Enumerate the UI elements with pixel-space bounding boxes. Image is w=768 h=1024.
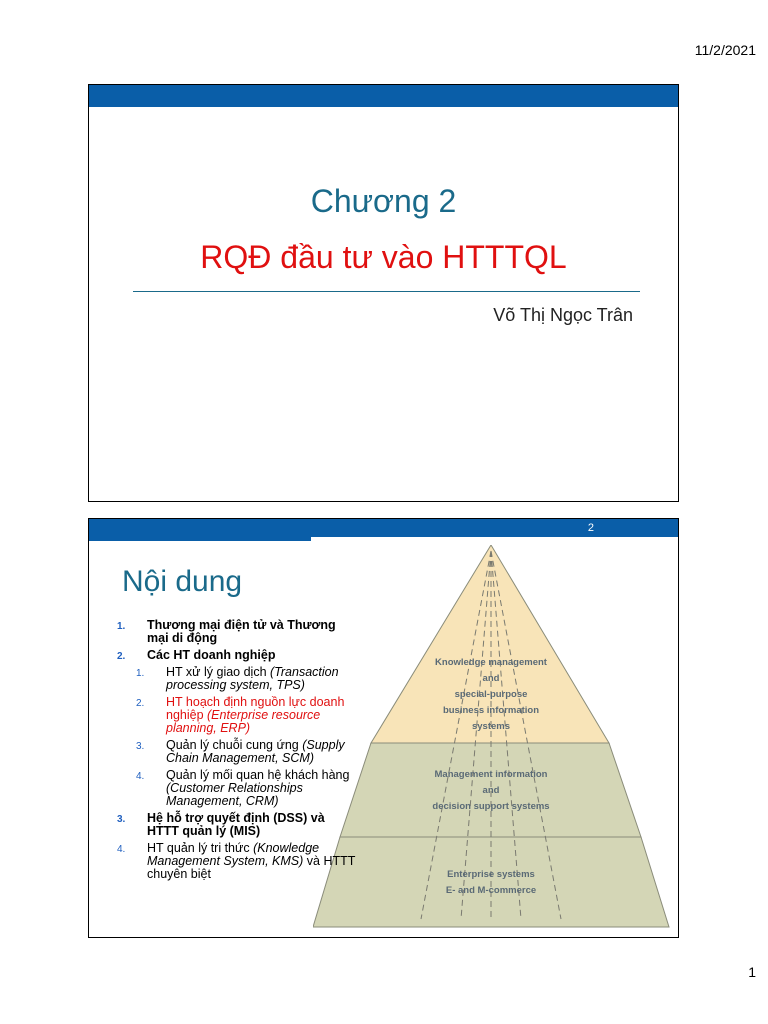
toc-subitem-number: 1. <box>136 668 145 679</box>
pyramid-top-label-1: Knowledge management <box>435 657 547 668</box>
toc-subitem <box>117 739 357 765</box>
page-number: 1 <box>748 964 756 980</box>
toc-item <box>117 619 357 645</box>
toc-subitem-highlighted <box>117 696 357 735</box>
slide-number: 2 <box>587 522 594 534</box>
toc-subitem-number: 3. <box>136 741 145 752</box>
toc-item-text: Hệ hỗ trợ quyết định (DSS) và HTTT quản lý (MIS) <box>147 811 325 838</box>
slide-1-top-bar <box>89 85 678 107</box>
toc-item <box>117 842 357 881</box>
toc-subitem-number: 4. <box>136 771 145 782</box>
toc-subitem-text: HT hoạch định nguồn lực doanh nghiệp <box>166 695 345 722</box>
toc-item-text: Các HT doanh nghiệp <box>147 648 276 662</box>
pyramid-bottom-label-1: Enterprise systems <box>447 869 535 880</box>
toc-subitem <box>117 769 357 808</box>
chapter-subtitle: RQĐ đầu tư vào HTTTQL <box>200 239 567 275</box>
pyramid-middle-label-2: and <box>482 785 500 796</box>
toc-subitem-italic: (Supply Chain Management, SCM) <box>166 738 345 765</box>
slide-1 <box>88 84 679 502</box>
toc-item <box>117 649 357 662</box>
pyramid-middle-label-1: Management information <box>434 769 548 780</box>
author-name: Võ Thị Ngọc Trân <box>493 305 633 325</box>
pyramid-top-label-5: systems <box>471 721 511 732</box>
pyramid-bottom-label-2: E- and M-commerce <box>445 885 537 896</box>
toc-subitem-text: HT xử lý giao dịch <box>166 665 271 679</box>
header-date: 11/2/2021 <box>694 42 756 58</box>
toc-subitem-text: Quản lý chuỗi cung ứng <box>166 738 303 752</box>
title-divider <box>133 291 640 292</box>
toc-item-number: 4. <box>117 844 126 855</box>
pyramid-diagram <box>313 545 673 938</box>
slide-2-top-bar-extension <box>89 537 311 541</box>
toc-item-number: 2. <box>117 651 126 662</box>
toc-item-tail: và HTTT chuyên biệt <box>147 854 356 881</box>
toc-subitem <box>117 666 357 692</box>
toc-item-number: 3. <box>117 814 126 825</box>
toc-item <box>117 812 357 838</box>
toc-item-text: Thương mại điện tử và Thương mại di động <box>147 618 336 645</box>
pyramid-top-label-3: special-purpose <box>454 689 528 700</box>
toc-subitem-italic: (Enterprise resource planning, ERP) <box>166 708 321 735</box>
toc-item-text: HT quản lý tri thức <box>147 841 254 855</box>
chapter-title: Chương 2 <box>310 183 457 219</box>
toc-subitem-text: Quản lý mối quan hệ khách hàng <box>166 768 350 782</box>
toc-item-number: 1. <box>117 621 126 632</box>
toc-subitem-italic: (Transaction processing system, TPS) <box>166 665 339 692</box>
toc-subitem-number: 2. <box>136 698 145 709</box>
toc-subitem-italic: (Customer Relationships Management, CRM) <box>166 781 303 808</box>
slide-2 <box>88 518 679 938</box>
table-of-contents <box>117 619 357 885</box>
toc-item-italic: (Knowledge Management System, KMS) <box>147 841 320 868</box>
slide-2-title: Nội dung <box>122 565 243 598</box>
pyramid-top-label-4: business information <box>442 705 540 716</box>
pyramid-top-label-2: and <box>482 673 500 684</box>
pyramid-middle-label-3: decision support systems <box>432 801 550 812</box>
